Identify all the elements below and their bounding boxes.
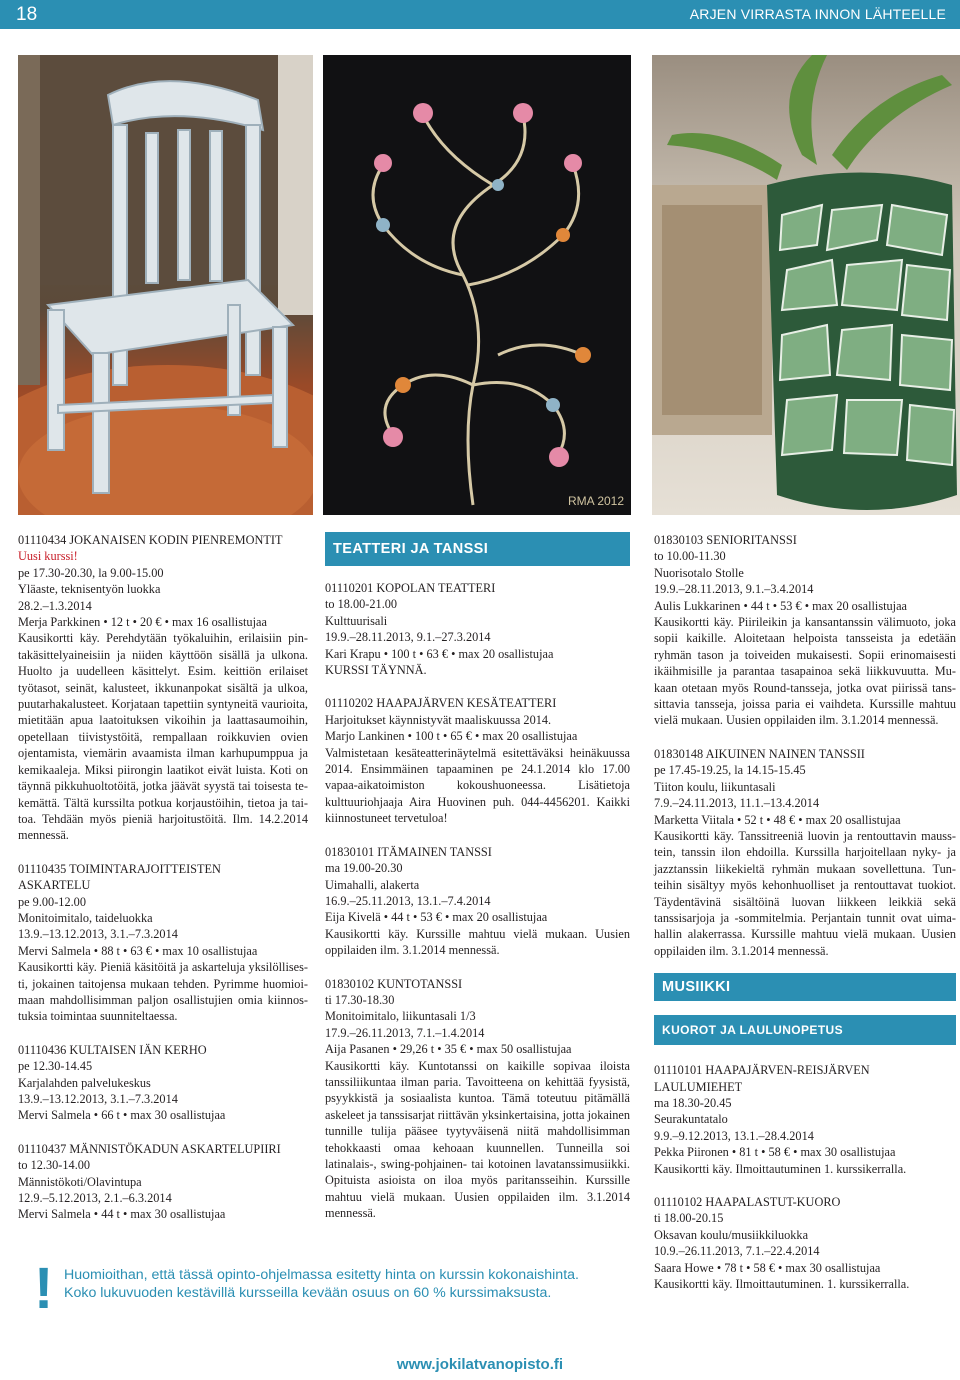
course-teacher: Mervi Salmela • 88 t • 63 € • max 10 osallistujaa bbox=[18, 943, 258, 958]
course-title: 01830148 AIKUINEN NAINEN TANSSII bbox=[654, 746, 865, 761]
course-dates: 19.9.–28.11.2013, 9.1.–3.4.2014 bbox=[654, 582, 814, 597]
course-entry bbox=[18, 861, 308, 1025]
course-description: Valmistetaan kesäteatterinäytelmä esitettäväksi heinäkuussa 2014. Ensimmäinen tapaaminen pe 24.1.2014 klo 17.00 vapaa-aikatoimiston kokoushuoneessa. Lisätietoja kulttuuriohjaaja Aira Huovinen puh. 044-4456201. Kaikki kiinnostuneet tervetuloa! bbox=[325, 745, 630, 826]
course-dates: 28.2.–1.3.2014 bbox=[18, 598, 92, 613]
course-entry bbox=[325, 580, 630, 678]
course-teacher: Marjo Lankinen • 100 t • 65 € • max 20 osallistujaa bbox=[325, 729, 578, 744]
course-location: Oksavan koulu/musiikkiluokka bbox=[654, 1227, 809, 1242]
course-description: Kausikortti käy. Tanssitreeniä luovin ja rentouttavin mausstein, tanssin ilon ehdoilla. Kurssilla harjoitellaan nyky- ja jazztanssin liikekieltä ryhmän mukaan sovellettuna. Tunteihin sisältyy myös kehonhuolliset ja rentouttavat tuokiot. Täydentävinä sisältöinä luovan liikkeen leikkiä sekä tanssisarjoja ja -sommitelmia. Perjantain tunnit ovat uimahallin alakerrassa. Kurssille mahtuu vielä mukaan. Uusien oppilaiden ilm. 3.1.2014 mennessä. bbox=[654, 828, 956, 958]
painted-chair-photo bbox=[18, 55, 313, 515]
course-entry bbox=[325, 695, 630, 826]
course-title: 01110201 KOPOLAN TEATTERI bbox=[325, 581, 496, 595]
course-teacher: Eija Kivelä • 44 t • 53 € • max 20 osallistujaa bbox=[325, 910, 548, 925]
section-header-musiikki: MUSIIKKI bbox=[654, 973, 956, 1001]
course-teacher: Mervi Salmela • 66 t • max 30 osallistujaa bbox=[18, 1108, 226, 1123]
course-description: Kausikortti käy. Kuntotanssi on kaikille sopivaa iloista tanssiliikuntaa ilman paria. Tavoitteena on kehittää fyysistä, psyykkistä ja sosiaalista kuntoa. Tämä toteutuu pitämällä askeleet ja tanssisarjat riittävän yksinkertaisina, jotta jokainen tunnille tulija pääsee tyytyväisenä niitä mahdollisimman tehokkaasti omaa kehoaan kuunnellen. Tunneilla soi latinalais-, swing-pohjainen- tai kotoinen lavatanssimusiikki. Opituista asioista on iloa myös paritansseihin. Kurssille mahtuu vielä mukaan. Uusien oppilaiden ilm. 3.1.2014 mennessä. bbox=[325, 1058, 630, 1221]
course-title: LAULUMIEHET bbox=[654, 1079, 743, 1094]
course-location: Kulttuurisali bbox=[325, 613, 388, 628]
course-teacher: Marketta Viitala • 52 t • 48 € • max 20 osallistujaa bbox=[654, 812, 901, 827]
website-url[interactable]: www.jokilatvanopisto.fi bbox=[396, 1356, 564, 1373]
embroidery-photo bbox=[323, 55, 631, 515]
painted-chair-illustration bbox=[18, 55, 313, 515]
course-description: Kausikortti käy. Kurssille mahtuu vielä mukaan. Uusien oppilaiden ilm. 3.1.2014 mennessä. bbox=[325, 926, 630, 958]
course-schedule: pe 12.30-14.45 bbox=[18, 1059, 93, 1074]
course-teacher: Aija Pasanen • 29,26 t • 35 € • max 50 osallistujaa bbox=[325, 1042, 572, 1057]
course-title: 01110102 HAAPALASTUT-KUORO bbox=[654, 1195, 841, 1209]
section-header-teatteri-ja-tanssi: TEATTERI JA TANSSI bbox=[325, 532, 630, 566]
course-location: Monitoimitalo, taideluokka bbox=[18, 910, 153, 925]
course-note: Kausikortti käy. Ilmoittautuminen 1. kurssikerralla. bbox=[654, 1161, 907, 1176]
course-schedule: pe 9.00-12.00 bbox=[18, 894, 86, 909]
course-dates: 7.9.–24.11.2013, 11.1.–13.4.2014 bbox=[654, 796, 820, 811]
course-schedule: ti 17.30-18.30 bbox=[325, 992, 395, 1007]
course-title: 01830103 SENIORITANSSI bbox=[654, 533, 797, 547]
course-full-notice: KURSSI TÄYNNÄ. bbox=[325, 663, 427, 678]
course-title: ASKARTELU bbox=[18, 878, 91, 893]
course-dates: 16.9.–25.11.2013, 13.1.–7.4.2014 bbox=[325, 893, 491, 908]
mosaic-vase-photo bbox=[652, 55, 960, 515]
embroidered-tree-illustration bbox=[323, 55, 631, 515]
course-location: Karjalahden palvelukeskus bbox=[18, 1075, 151, 1090]
course-entry bbox=[654, 1194, 956, 1292]
left-column bbox=[18, 532, 308, 1240]
course-location: Nuorisotalo Stolle bbox=[654, 565, 744, 580]
course-dates: 13.9.–13.12.2013, 3.1.–7.3.2014 bbox=[18, 927, 178, 942]
course-entry bbox=[325, 976, 630, 1222]
course-title: 01110101 HAAPAJÄRVEN-REISJÄRVEN bbox=[654, 1063, 870, 1078]
course-entry bbox=[325, 844, 630, 959]
course-location: Tiiton koulu, liikuntasali bbox=[654, 779, 776, 794]
course-title: 01110435 TOIMINTARAJOITTEISTEN bbox=[18, 861, 221, 876]
course-teacher: Aulis Lukkarinen • 44 t • 53 € • max 20 osallistujaa bbox=[654, 598, 908, 613]
page-number: 18 bbox=[16, 4, 38, 25]
course-teacher: Merja Parkkinen • 12 t • 20 € • max 16 osallistujaa bbox=[18, 615, 267, 630]
course-dates: 19.9.–28.11.2013, 9.1.–27.3.2014 bbox=[325, 630, 491, 645]
course-location: Seurakuntatalo bbox=[654, 1112, 728, 1127]
course-location: Uimahalli, alakerta bbox=[325, 877, 420, 892]
course-title: 01830102 KUNTOTANSSI bbox=[325, 976, 463, 991]
course-schedule: ma 18.30-20.45 bbox=[654, 1095, 732, 1110]
course-title: 01110202 HAAPAJÄRVEN KESÄTEATTERI bbox=[325, 696, 557, 711]
course-teacher: Mervi Salmela • 44 t • max 30 osallistujaa bbox=[18, 1207, 226, 1222]
price-note bbox=[34, 1256, 624, 1322]
course-description: Kausikortti käy. Pieniä käsitöitä ja askarteluja yksilöllisesti, jokainen taitojensa mukaan tehden. Pyrimme huomioimaan mahdollisimman paljon osallistujien omia kiinnostuksia toimintaa suunniteltaessa. bbox=[18, 960, 308, 1024]
course-title: 01110436 KULTAISEN IÄN KERHO bbox=[18, 1042, 207, 1057]
course-schedule: ti 18.00-20.15 bbox=[654, 1211, 724, 1226]
course-dates: 10.9.–26.11.2013, 7.1.–22.4.2014 bbox=[654, 1244, 820, 1259]
course-title: 01110434 JOKANAISEN KODIN PIENREMONTIT bbox=[18, 533, 283, 547]
course-entry bbox=[654, 532, 956, 729]
running-title: ARJEN VIRRASTA INNON LÄHTEELLE bbox=[689, 6, 946, 22]
new-course-label: Uusi kurssi! bbox=[18, 549, 78, 564]
course-schedule: ma 19.00-20.30 bbox=[325, 861, 403, 876]
embroidery-signature: RMA 2012 bbox=[568, 494, 625, 508]
middle-column bbox=[325, 532, 630, 1239]
course-title: 01830101 ITÄMAINEN TANSSI bbox=[325, 844, 492, 859]
course-schedule: pe 17.30-20.30, la 9.00-15.00 bbox=[18, 565, 164, 580]
section-header-kuorot-ja-laulunopetus: KUOROT JA LAULUNOPETUS bbox=[654, 1015, 956, 1045]
course-note: Kausikortti käy. Ilmoittautuminen. 1. kurssikerralla. bbox=[654, 1277, 910, 1292]
course-schedule: to 18.00-21.00 bbox=[325, 597, 398, 612]
course-entry bbox=[654, 1062, 956, 1177]
course-dates: 9.9.–9.12.2013, 13.1.–28.4.2014 bbox=[654, 1128, 814, 1143]
mosaic-vase-illustration bbox=[652, 55, 960, 515]
course-entry bbox=[18, 1141, 308, 1223]
header-bar bbox=[0, 0, 960, 29]
course-location: Yläaste, teknisentyön luokka bbox=[18, 582, 161, 597]
course-description: Kausikortti käy. Piirileikin ja kansantanssin välimuoto, joka sopii kaikille. Aloitetaan helpoista tansseista ja edetään ryhmän tason ja toiveiden mukaisesti. Sopii erinomaisesti ikäihmisille ja parantaa tasapainoa sekä liikkuvuutta. Mukaan otetaan myös Round-tansseja, jotka ovat piirissä tanssittavia tansseja, joissa paria ei vaihdeta. Kurssille mahtuu vielä mukaan. Uusien oppilaiden ilm. 3.1.2014 mennessä. bbox=[654, 615, 956, 728]
course-schedule: to 10.00-11.30 bbox=[654, 549, 726, 564]
course-location: Männistökoti/Olavintupa bbox=[18, 1174, 142, 1189]
course-title: 01110437 MÄNNISTÖKADUN ASKARTELUPIIRI bbox=[18, 1141, 281, 1156]
course-dates: 12.9.–5.12.2013, 2.1.–6.3.2014 bbox=[18, 1191, 172, 1206]
course-location: Monitoimitalo, liikuntasali 1/3 bbox=[325, 1009, 476, 1024]
course-dates: 17.9.–26.11.2013, 7.1.–1.4.2014 bbox=[325, 1025, 485, 1040]
course-entry bbox=[18, 1042, 308, 1124]
course-teacher: Kari Krapu • 100 t • 63 € • max 20 osallistujaa bbox=[325, 646, 554, 661]
course-teacher: Saara Howe • 78 t • 58 € • max 30 osallistujaa bbox=[654, 1260, 881, 1275]
course-teacher: Pekka Piironen • 81 t • 58 € • max 30 osallistujaa bbox=[654, 1145, 896, 1160]
course-dates: 13.9.–13.12.2013, 3.1.–7.3.2014 bbox=[18, 1092, 178, 1106]
course-schedule: Harjoitukset käynnistyvät maaliskuussa 2014. bbox=[325, 712, 552, 727]
course-entry bbox=[18, 532, 308, 844]
right-column bbox=[654, 532, 956, 1309]
price-note-text: Huomioithan, että tässä opinto-ohjelmassa esitetty hinta on kurssin kokonaishinta. Koko lukuvuoden kestävillä kursseilla kevään osuus on 60 % kurssimaksusta. bbox=[64, 1267, 579, 1302]
course-description: Kausikortti käy. Perehdytään työkaluihin, erilaisiin pintakäsittelyaineisiin ja niiden käyttöön sisällä ja ulkona. Huolto ja uudelleen käsittelyt. Esim. keittiön erilaiset työtasot, seinät, kalusteet, ikkunanpokat sisältä ja ulkoa, puutarhakalusteet. Korjataan tapettiin syntyneitä vaurioita, mietitään apua laatoituksen vikoihin ja laattasaumoihin, opetellaan tiivistystöitä, rempallaan roikkuvien ovien ojentamista, viemärin avaamista ilman karhupumppua ja kemikaaleja. Miksi piirongin laatikot eivät luista. Koti on täynnä pikkuhuoltotöitä, jotka jäävät syystä tai toisesta tekemättä. Tältä kurssilta potkua korjaustöihin, tietoa ja taitoa. Tehdään myös pieniä harjoitustöitä. Ilm. 14.2.2014 mennessä. bbox=[18, 631, 308, 843]
course-entry bbox=[654, 746, 956, 959]
course-schedule: pe 17.45-19.25, la 14.15-15.45 bbox=[654, 763, 806, 778]
course-schedule: to 12.30-14.00 bbox=[18, 1158, 91, 1173]
exclamation-icon: ! bbox=[34, 1256, 54, 1321]
